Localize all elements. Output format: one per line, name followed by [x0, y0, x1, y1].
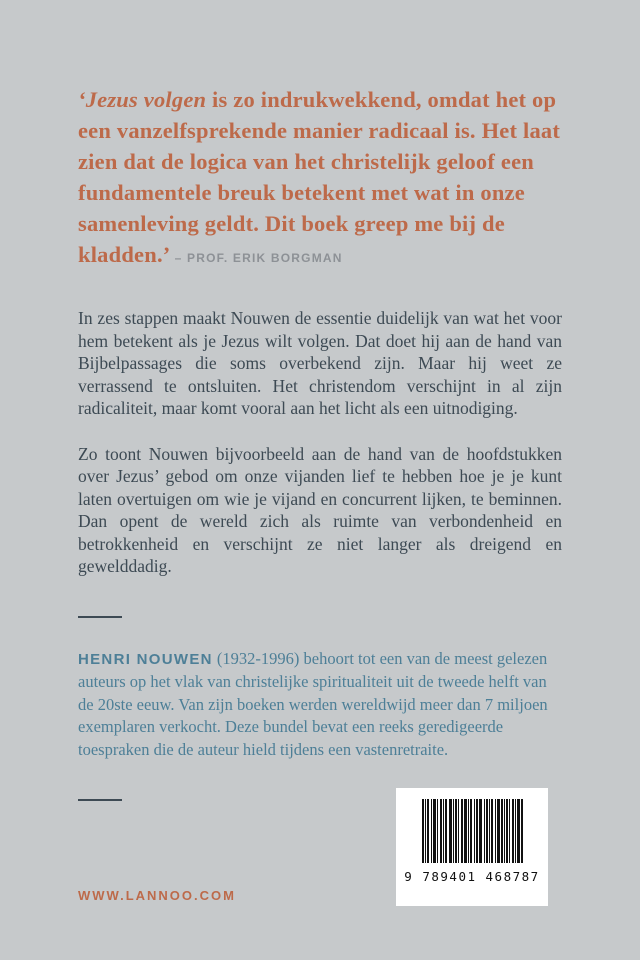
author-name: HENRI NOUWEN	[78, 650, 213, 668]
barcode	[396, 788, 548, 906]
publisher-website: WWW.LANNOO.COM	[78, 888, 236, 903]
author-years: (1932-1996)	[212, 648, 300, 668]
description-paragraph: In zes stappen maakt Nouwen de essentie duidelijk van wat het voor hem betekent als je Jezus wilt volgen. Dat doet hij aan de hand van Bijbelpassages die soms overbekend zijn. Maar hij weet ze verrassend te ontsluiten. Het christendom verschijnt in al zijn radicaliteit, maar komt vooral aan het licht als een uitnodiging.	[78, 308, 562, 418]
quote-attribution: – PROF. ERIK BORGMAN	[174, 251, 343, 265]
author-bio	[78, 648, 562, 762]
quote-book-title: ‘Jezus volgen	[78, 87, 207, 112]
description-paragraph: Zo toont Nouwen bijvoorbeeld aan de hand van de hoofdstukken over Jezus’ gebod om onze vijanden lief te hebben hoe je je kunt laten overtuigen om wie je vijand en concurrent lijken, te beminnen. Dan opent de wereld zich als ruimte van verbondenheid en betrokkenheid en verschijnt ze niet langer als dreigend en gewelddadig.	[78, 443, 562, 576]
divider-line	[78, 616, 122, 618]
quote-text: is zo indrukwekkend, omdat het op een vanzelfsprekende manier radicaal is. Het laat zien dat de logica van het christelijk geloof een fundamentele breuk betekent met wat in onze samenleving geldt. Dit boek greep me bij de kladden.’	[78, 87, 561, 267]
divider-line	[78, 799, 122, 801]
barcode-bars-icon	[422, 799, 523, 863]
back-cover-description	[78, 307, 562, 578]
endorsement-quote	[78, 84, 562, 274]
barcode-number: 9 789401 468787	[404, 869, 540, 884]
author-bio-text: behoort tot een van de meest gelezen auteurs op het vlak van christelijke spiritualiteit uit de tweede helft van de 20ste eeuw. Van zijn boeken werden wereldwijd meer dan 7 miljoen exemplaren verkocht. Deze bundel bevat een reeks geredigeerde toespraken die de auteur hield tijdens een vastenretraite.	[78, 648, 548, 759]
